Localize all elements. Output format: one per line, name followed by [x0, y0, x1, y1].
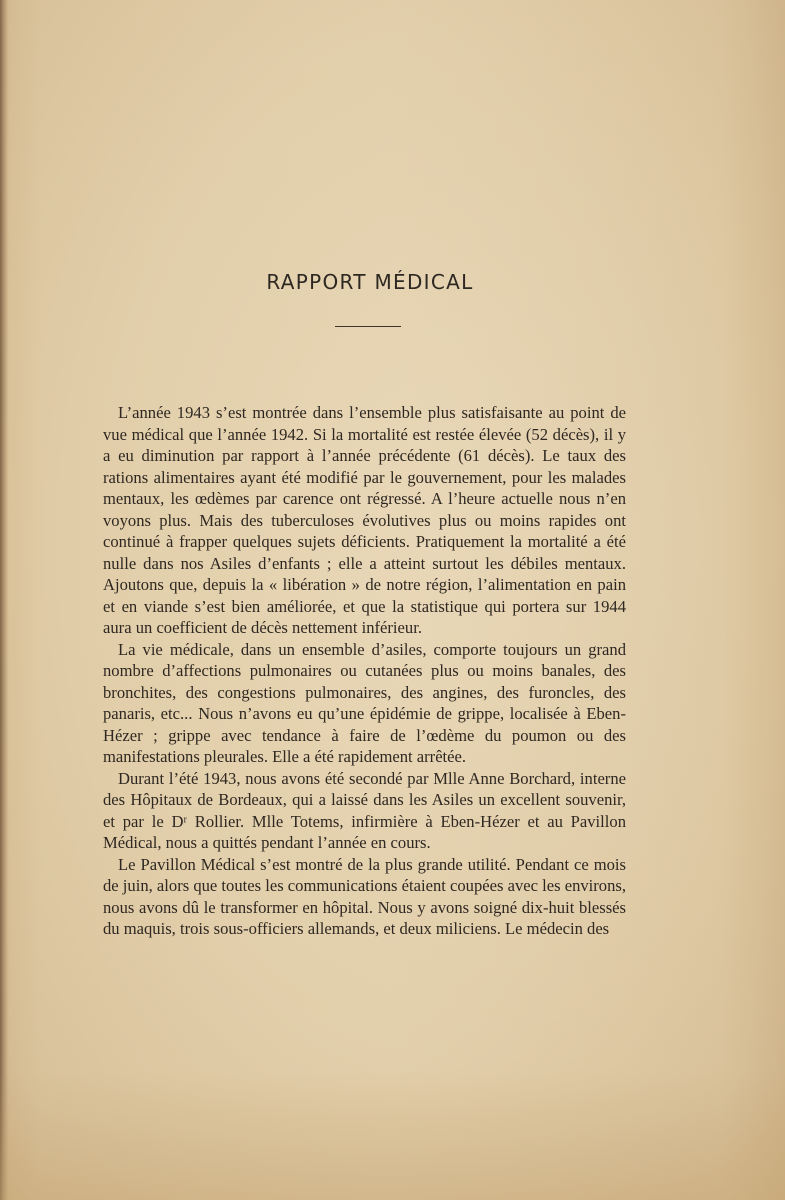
paragraph: Durant l’été 1943, nous avons été secondé par Mlle Anne Borchard, interne des Hôpitaux de Bordeaux, qui a laissé dans les Asiles un excellent souvenir, et par le Dʳ Rollier. Mlle Totems, infirmière à Eben-Hézer et au Pavillon Médical, nous a quittés pendant l’année en cours.: [103, 768, 626, 852]
page-binding-edge: [0, 0, 8, 1200]
title-divider: [335, 326, 401, 327]
body-text: [103, 402, 626, 940]
page-title: RAPPORT MÉDICAL: [266, 270, 474, 294]
paragraph: Le Pavillon Médical s’est montré de la plus grande utilité. Pendant ce mois de juin, alors que toutes les communications étaient coupées avec les environs, nous avons dû le transformer en hôpital. Nous y avons soigné dix-huit blessés du maquis, trois sous-officiers allemands, et deux miliciens. Le médecin des: [103, 854, 627, 938]
paragraph: L’année 1943 s’est montrée dans l’ensemble plus satisfaisante au point de vue médical que l’année 1942. Si la mortalité est restée élevée (52 décès), il y a eu diminution par rapport à l’année précédente (61 décès). Le taux des rations alimentaires ayant été modifié par le gouvernement, pour les malades mentaux, les œdèmes par carence ont régressé. A l’heure actuelle nous n’en voyons plus. Mais des tuberculoses évolutives plus ou moins rapides ont continué à frapper quelques sujets déficients. Pratiquement la mortalité a été nulle dans nos Asiles d’enfants ; elle a atteint surtout les débiles mentaux. Ajoutons que, depuis la « libération » de notre région, l’alimentation en pain et en viande s’est bien améliorée, et que la statistique qui portera sur 1944 aura un coefficient de décès nettement inférieur.: [103, 403, 626, 637]
paper-stain: [0, 1070, 785, 1200]
paragraph: La vie médicale, dans un ensemble d’asiles, comporte toujours un grand nombre d’affections pulmonaires ou cutanées plus ou moins banales, des bronchites, des congestions pulmonaires, des angines, des furoncles, des panaris, etc... Nous n’avons eu qu’une épidémie de grippe, localisée à Eben-Hézer ; grippe avec tendance à faire de l’œdème du poumon ou des manifestations pleurales. Elle a été rapidement arrêtée.: [103, 639, 626, 766]
